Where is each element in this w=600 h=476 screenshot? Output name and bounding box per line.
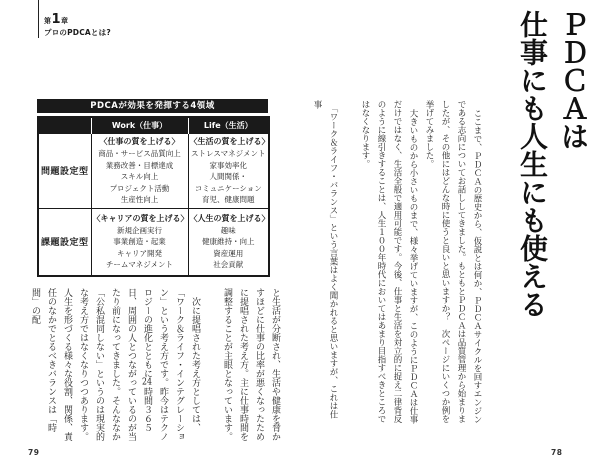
cell-item: 社会貢献 [213, 260, 244, 269]
paragraph: ここまで、ＰＤＣＡの歴史から、仮説とは何か、ＰＤＣＡサイクルを回すエンジンである志向についてお話ししてきました。もともとＰＤＣＡは品質管理から始まりましたが、その他にはどんな時に使うと良いと思いますか？ 次ページにいくつか例を挙げてみました。 [424, 100, 482, 423]
table-corner-cell [38, 117, 91, 134]
body-text-left-page [30, 288, 283, 442]
chapter-rule [38, 0, 39, 38]
text-segment: 時間３６５日、周囲の人とつながっているのが当たり前になってきました。そんななか「公私混同しない」というのは現実的な考え方ではなくなりつつあります。人生を形づくる様々な役割、関係、責任のなかでとるべきバランスは「時間」の配 [30, 288, 152, 441]
main-title-line-1: ＰＤＣＡは [557, 10, 590, 150]
cell-item: 人間関係・ [209, 172, 247, 181]
cell-heading: 〈人生の質を上げる〉 [189, 213, 270, 223]
cell-work-task [91, 208, 188, 276]
cell-heading: 〈キャリアの質を上げる〉 [92, 213, 189, 223]
page-number-right: 78 [551, 448, 563, 457]
cell-item: プロジェクト活動 [109, 183, 170, 193]
cell-item: 育児、健康問題 [202, 195, 255, 204]
paragraph [27, 288, 203, 442]
row-label-task-setting: 課題設定型 [38, 208, 91, 276]
chapter-number [44, 13, 111, 28]
paragraph: 大きいものから小さいものまで、様々挙げていますが、このようにＰＤＣＡは仕事だけではなく、生活全般で適用可能です。今後、仕事と生活を対立的に捉え二律背反のように線引きすることは、人生１００年時代においてはあまり目指すべきところではなくなります。 [360, 100, 418, 423]
cell-item: 資産運用 [213, 248, 244, 258]
main-title-line-2: 仕事にも人生にも使える [516, 10, 549, 318]
chapter-prefix: 第 [44, 17, 52, 25]
text-segment: 次に提唱された考え方としては、「ワーク＆ライフ・インテグレーション」という考え方です。昨今はテクノロジーの進化とともに [142, 288, 200, 441]
cell-item: 事業創造・起業 [113, 237, 166, 246]
table-row-task-setting [38, 208, 269, 276]
page-number-left: 79 [28, 448, 40, 457]
cell-item: キャリア開発 [117, 248, 162, 258]
pdca-table [37, 116, 270, 277]
cell-heading: 〈生活の質を上げる〉 [189, 137, 270, 146]
cell-item: 生産性向上 [120, 195, 159, 204]
table-row-problem-setting [38, 134, 269, 209]
cell-item: 業務改善・目標達成 [105, 160, 174, 170]
cell-item: 健康維持・向上 [202, 237, 255, 246]
cell-item: ストレスマネジメント [191, 149, 266, 158]
chapter-number-digit: 1 [51, 12, 62, 27]
paragraph: 「ワーク＆ライフ・バランス」という言葉はよく聞かれると思いますが、これは仕事 [312, 100, 338, 419]
row-label-problem-setting: 問題設定型 [38, 134, 91, 209]
cell-item: チームマネジメント [105, 260, 174, 269]
tate-chu-yoko-number: 24 [142, 378, 152, 387]
cell-item: スキル向上 [120, 172, 159, 181]
life-column-header: Life（生活） [188, 117, 269, 134]
cell-life-task [188, 208, 269, 276]
chapter-suffix: 章 [61, 17, 69, 25]
table-title-bar: PDCAが効果を発揮する4領域 [37, 99, 268, 113]
cell-item: 商品・サービス品質向上 [98, 149, 181, 158]
cell-item: 新規企画実行 [117, 225, 162, 235]
cell-item: 趣味 [220, 225, 236, 235]
work-column-header: Work（仕事） [91, 117, 188, 134]
chapter-subtitle: プロのPDCAとは? [44, 28, 111, 37]
paragraph: と生活が分断され、生活や健康を脅かすほどに仕事の比率が悪くなったために提唱された考え方。主に仕事時間を調整することが主眼となっています。 [222, 288, 280, 441]
main-title [512, 10, 594, 444]
cell-work-problem [91, 134, 188, 209]
cell-heading: 〈仕事の質を上げる〉 [99, 137, 180, 146]
cell-life-problem [188, 134, 269, 209]
cell-item: コミュニケーション [194, 183, 262, 193]
table-header-row [38, 117, 269, 134]
body-text-right-page [312, 100, 485, 425]
chapter-header [44, 13, 111, 37]
cell-item: 家事効率化 [209, 160, 247, 170]
